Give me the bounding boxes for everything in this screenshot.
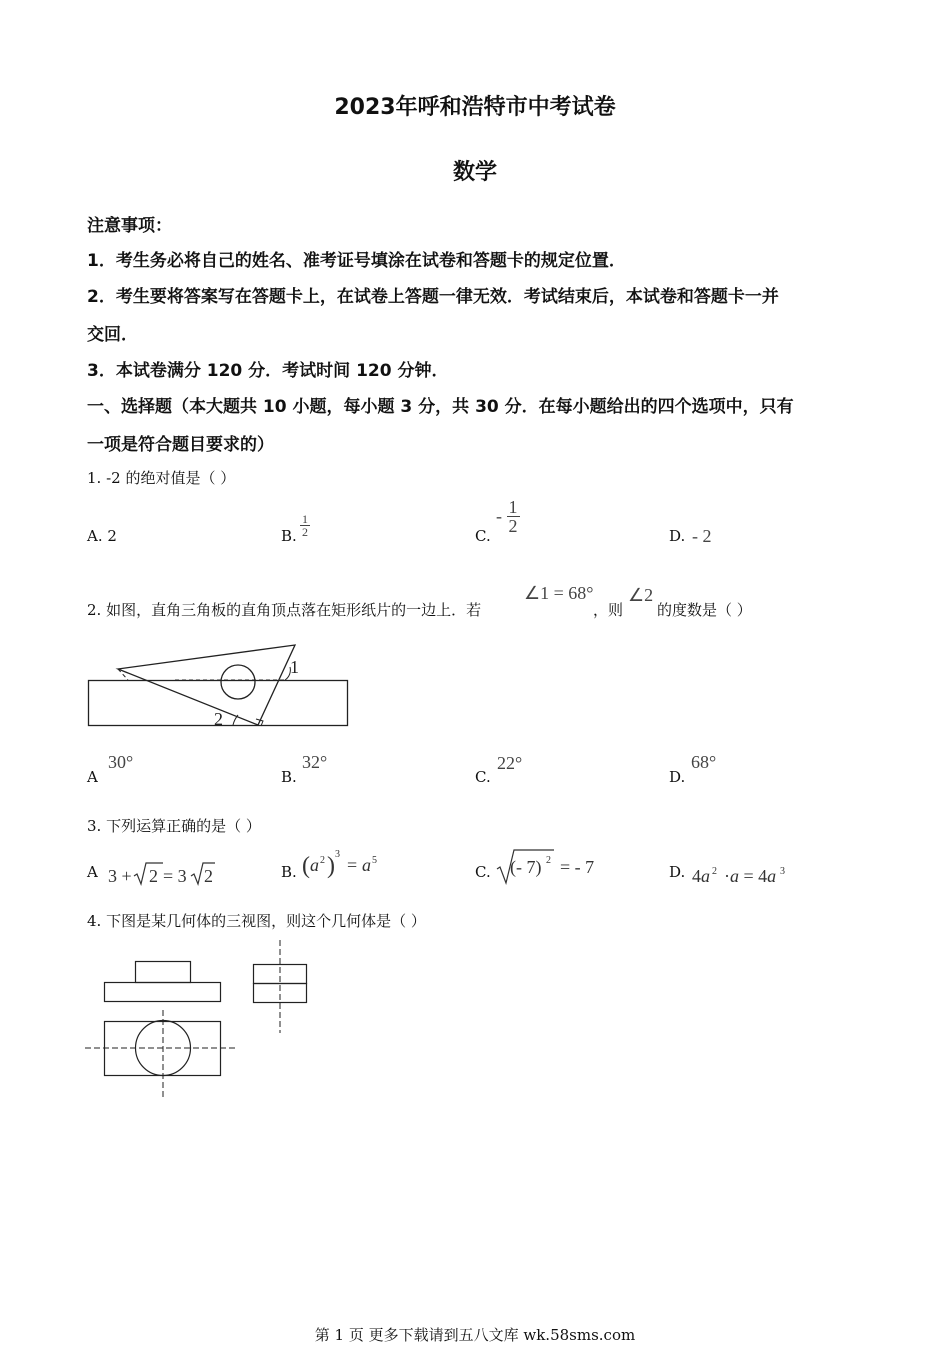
q1-c-sign: - — [496, 506, 502, 526]
q1-c-numerator: 1 — [508, 497, 518, 517]
triangle-hole — [221, 665, 255, 699]
svg-text:= - 7: = - 7 — [560, 857, 595, 877]
q1-c-denominator: 2 — [508, 516, 518, 536]
exam-title: 2023年呼和浩特市中考试卷 — [334, 95, 616, 120]
q4-stem: 4. 下图是某几何体的三视图，则这个几何体是（ ） — [87, 912, 426, 930]
q1-option-c-label: C. — [475, 527, 491, 545]
section-heading-line2: 一项是符合题目要求的） — [87, 435, 274, 455]
q2-option-b-value: 32° — [302, 752, 328, 772]
q3-option-b-label: B. — [281, 863, 297, 881]
q1-stem: 1. -2 的绝对值是（ ） — [87, 469, 236, 487]
svg-text:2: 2 — [320, 855, 325, 866]
svg-text:4a: 4a — [692, 866, 710, 886]
svg-text:2: 2 — [149, 866, 158, 886]
notice-item-3: 3．本试卷满分 120 分．考试时间 120 分钟． — [87, 361, 449, 381]
svg-text:3 +: 3 + — [108, 866, 132, 886]
q3-option-d-label: D. — [669, 863, 686, 881]
svg-text:2: 2 — [712, 866, 717, 877]
q2-stem-b: ，则 — [593, 601, 624, 619]
svg-text:(- 7): (- 7) — [510, 857, 542, 877]
q2-angle2: ∠2 — [628, 585, 654, 605]
q1-option-b-fraction — [300, 513, 310, 538]
svg-text:2: 2 — [204, 866, 213, 886]
q4-three-views-figure — [80, 935, 320, 1105]
q1-b-denominator: 2 — [302, 525, 308, 539]
q2-stem-a: 2. 如图，直角三角板的直角顶点落在矩形纸片的一边上．若 — [87, 601, 482, 619]
svg-text:(: ( — [302, 853, 310, 879]
q1-option-a: A. 2 — [87, 527, 117, 545]
q2-option-d-value: 68° — [691, 752, 717, 772]
q3-option-a-formula — [105, 855, 220, 889]
q3-option-d-formula — [690, 855, 800, 889]
q1-option-d-label: D. — [669, 527, 686, 545]
svg-text:a: a — [362, 855, 371, 875]
page-footer: 第 1 页 更多下载请到五八文库 wk.58sms.com — [314, 1326, 636, 1344]
q1-b-numerator: 1 — [302, 512, 308, 526]
q2-option-a-value: 30° — [108, 752, 134, 772]
q2-angle1-equation: ∠1 = 68° — [524, 583, 594, 603]
q2-option-a-label: A — [87, 768, 98, 786]
notice-item-2-line1: 2．考生要将答案写在答题卡上，在试卷上答题一律无效．考试结束后，本试卷和答题卡一并 — [87, 287, 779, 307]
notice-item-1: 1．考生务必将自己的姓名、准考证号填涂在试卷和答题卡的规定位置． — [87, 251, 626, 271]
front-view-base — [105, 983, 221, 1002]
svg-text:·a = 4a: ·a = 4a — [724, 866, 777, 886]
svg-text:5: 5 — [372, 855, 377, 866]
q2-stem-c: 的度数是（ ） — [657, 601, 752, 619]
svg-text:= 3: = 3 — [163, 866, 187, 886]
q3-option-c-label: C. — [475, 863, 491, 881]
figure-label-1: 1 — [290, 657, 299, 677]
subject-title: 数学 — [452, 160, 497, 185]
q3-option-a-label: A — [87, 863, 98, 881]
q2-option-b-label: B. — [281, 768, 297, 786]
q3-option-c-formula — [494, 845, 604, 885]
figure-label-2: 2 — [214, 709, 223, 729]
q2-option-c-value: 22° — [497, 753, 523, 773]
q2-option-d-label: D. — [669, 768, 686, 786]
front-view-top-block — [136, 962, 191, 983]
q1-option-c-math — [496, 498, 520, 535]
svg-text:a: a — [310, 855, 319, 875]
q1-option-b-label: B. — [281, 527, 297, 545]
svg-text:=: = — [347, 855, 358, 875]
svg-text:3: 3 — [780, 866, 785, 877]
section-heading-line1: 一、选择题（本大题共 10 小题，每小题 3 分，共 30 分．在每小题给出的四个选项中，只有 — [87, 397, 794, 417]
q2-figure — [80, 635, 360, 735]
q2-option-c-label: C. — [475, 768, 491, 786]
notice-item-2-line2: 交回． — [87, 325, 138, 345]
notice-heading: 注意事项： — [87, 216, 172, 236]
q3-stem: 3. 下列运算正确的是（ ） — [87, 817, 261, 835]
svg-text:): ) — [327, 853, 335, 879]
svg-text:3: 3 — [335, 849, 340, 860]
q1-option-d-value: - 2 — [692, 526, 712, 546]
q3-option-b-formula — [300, 847, 390, 883]
svg-text:2: 2 — [546, 855, 551, 866]
triangle-ruler — [118, 645, 295, 725]
